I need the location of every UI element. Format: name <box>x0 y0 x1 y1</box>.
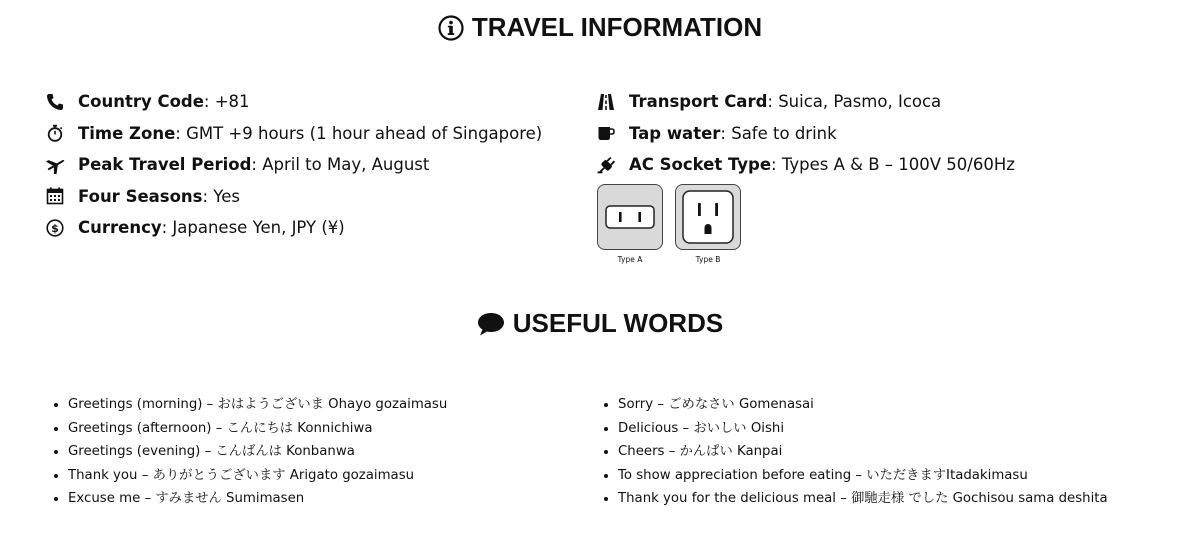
road-icon <box>597 93 629 111</box>
info-time-zone: Time Zone : GMT +9 hours (1 hour ahead of Singapore) <box>46 118 542 150</box>
travel-info-right <box>597 86 1015 181</box>
useful-words-right-list <box>598 393 1108 511</box>
socket-type-b <box>675 184 741 264</box>
mug-icon <box>597 124 629 142</box>
info-tap-water: Tap water : Safe to drink <box>597 118 1015 150</box>
info-currency: $ Currency : Japanese Yen, JPY (¥) <box>46 212 542 244</box>
list-item: • To show appreciation before eating – いただきますItadakimasu <box>618 464 1108 488</box>
info-country-code: Country Code : +81 <box>46 86 542 118</box>
socket-type-b-caption: Type B <box>695 255 721 264</box>
list-item: • Cheers – かんぱい Kanpai <box>618 440 1108 464</box>
list-item: • Thank you – ありがとうございます Arigato gozaimasu <box>68 464 447 488</box>
svg-text:$: $ <box>51 221 59 235</box>
travel-info-title: TRAVEL INFORMATION <box>471 12 763 42</box>
list-item: • Sorry – ごめなさい Gomenasai <box>618 393 1108 417</box>
info-icon <box>438 15 464 41</box>
info-ac-socket: AC Socket Type : Types A & B – 100V 50/60Hz <box>597 149 1015 181</box>
travel-info-left <box>46 86 542 244</box>
useful-words-left-list <box>48 393 447 511</box>
calendar-icon <box>46 187 78 205</box>
info-peak-travel: Peak Travel Period : April to May, August <box>46 149 542 181</box>
useful-words-title: USEFUL WORDS <box>512 308 724 338</box>
speech-bubble-icon <box>477 311 505 337</box>
socket-type-a-caption: Type A <box>617 255 643 264</box>
list-item: • Delicious – おいしい Oishi <box>618 417 1108 441</box>
socket-type-a-icon <box>605 205 655 229</box>
useful-words-heading <box>0 308 1200 339</box>
stopwatch-icon <box>46 124 78 142</box>
info-transport-card: Transport Card : Suica, Pasmo, Icoca <box>597 86 1015 118</box>
socket-type-b-icon <box>682 190 734 244</box>
plane-icon <box>46 156 78 174</box>
list-item: • Thank you for the delicious meal – 御馳走様 でした Gochisou sama deshita <box>618 487 1108 511</box>
list-item: • Excuse me – すみません Sumimasen <box>68 487 447 511</box>
socket-type-a <box>597 184 663 264</box>
travel-info-heading <box>0 12 1200 43</box>
list-item: • Greetings (evening) – こんばんは Konbanwa <box>68 440 447 464</box>
list-item: • Greetings (afternoon) – こんにちは Konnichiwa <box>68 417 447 441</box>
list-item: • Greetings (morning) – おはようございま Ohayo gozaimasu <box>68 393 447 417</box>
phone-icon <box>46 93 78 111</box>
socket-illustrations <box>597 184 741 264</box>
currency-icon <box>46 219 78 237</box>
plug-icon <box>597 156 629 174</box>
info-four-seasons: Four Seasons : Yes <box>46 181 542 213</box>
